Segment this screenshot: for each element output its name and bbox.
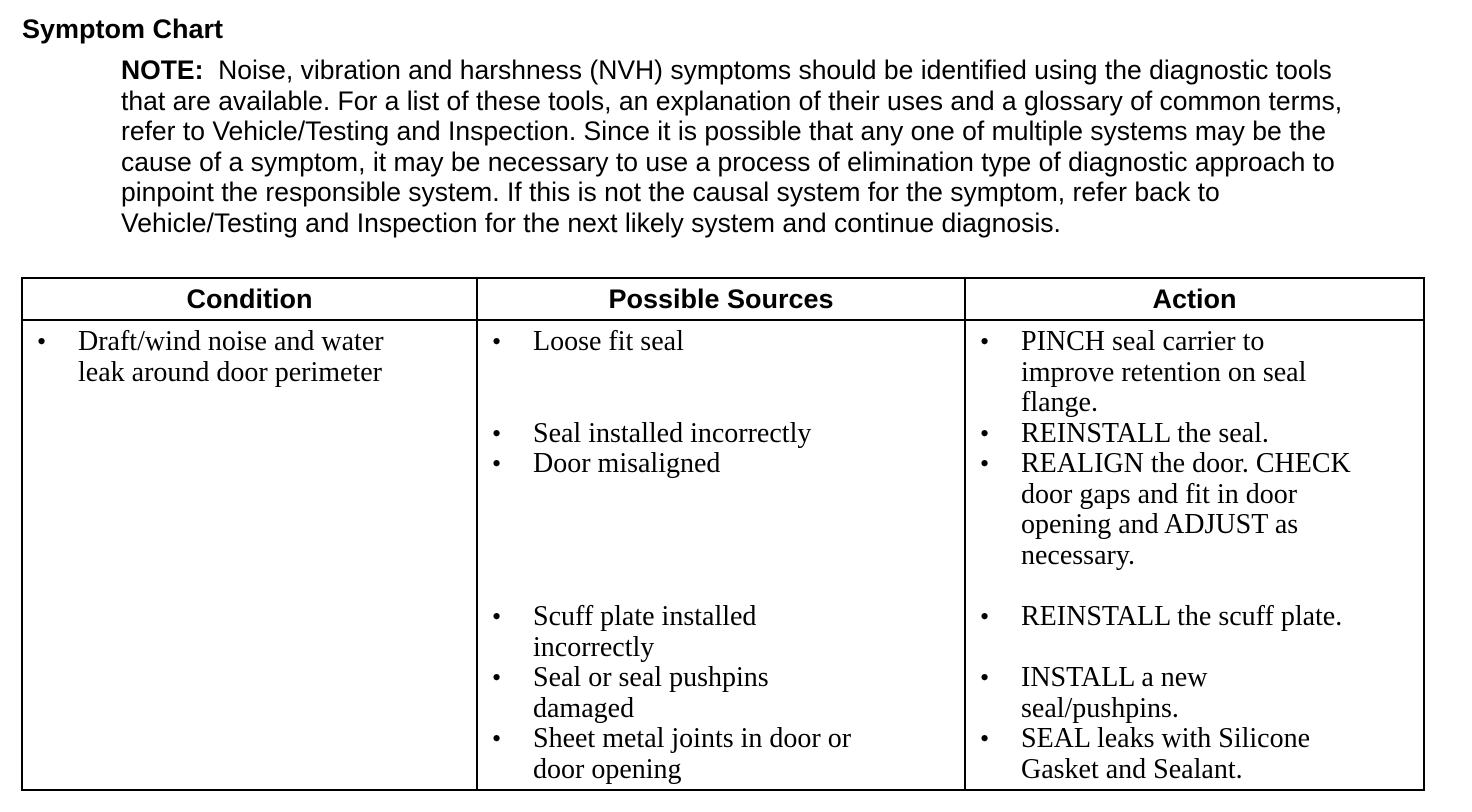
source-item — [478, 663, 964, 724]
action-line: flange. — [1021, 387, 1098, 418]
bullet: • — [492, 419, 502, 448]
header-possible-sources: Possible Sources — [477, 278, 965, 320]
action-line: PINCH seal carrier to — [1021, 326, 1265, 357]
source-item — [478, 724, 964, 785]
source-line: Seal installed incorrectly — [533, 418, 812, 449]
bullet: • — [980, 724, 990, 753]
action-item — [966, 724, 1423, 785]
page-title: Symptom Chart — [22, 14, 224, 44]
note-line: necessary to use a process of elimination type of diagnostic approach to pinpoint the — [121, 146, 1335, 207]
source-line: damaged — [533, 692, 635, 724]
bullet: • — [492, 449, 502, 478]
note-line — [121, 55, 1142, 85]
action-line: improve retention on seal — [1021, 356, 1307, 388]
action-line: INSTALL a new — [1021, 662, 1208, 693]
sources-cell — [477, 320, 965, 790]
bullet: • — [980, 327, 990, 356]
action-line: door gaps and fit in door — [1021, 478, 1298, 510]
bullet: • — [37, 327, 47, 356]
action-line: REINSTALL the seal. — [1021, 418, 1269, 449]
actions-cell — [965, 320, 1424, 790]
condition-cell — [22, 320, 477, 790]
action-line: SEAL leaks with Silicone — [1021, 723, 1311, 754]
note-line: Vehicle/Testing and Inspection for the next likely system and continue diagnosis. — [121, 207, 1061, 238]
note-line: responsible system. If this is not the causal system for the symptom, refer back to — [265, 177, 1220, 207]
source-line: Seal or seal pushpins — [533, 662, 769, 693]
bullet: • — [492, 327, 502, 356]
header-condition: Condition — [22, 278, 477, 320]
note-line: and a glossary of common terms, refer to Vehicle/Testing and Inspection. Since it is — [121, 85, 1343, 146]
action-line: necessary. — [1021, 539, 1136, 571]
source-item — [478, 449, 964, 480]
condition-line: Draft/wind noise and water — [78, 326, 384, 357]
bullet: • — [980, 663, 990, 692]
source-item — [478, 327, 964, 358]
bullet: • — [980, 419, 990, 448]
action-item — [966, 449, 1423, 571]
bullet: • — [492, 602, 502, 631]
bullet: • — [492, 663, 502, 692]
action-item — [966, 327, 1423, 419]
table-row — [22, 320, 1424, 790]
action-line: REALIGN the door. CHECK — [1021, 448, 1351, 479]
note-label: NOTE: — [121, 55, 204, 85]
action-item — [966, 419, 1423, 450]
bullet: • — [980, 602, 990, 631]
symptom-table — [21, 277, 1425, 791]
action-item — [966, 663, 1423, 724]
action-line: seal/pushpins. — [1021, 692, 1179, 724]
action-line: Gasket and Sealant. — [1021, 753, 1243, 785]
source-line: incorrectly — [533, 631, 655, 663]
action-line: opening and ADJUST as — [1021, 509, 1299, 540]
note-line: diagnostic tools that are available. For a list of these tools, an explanation of their uses — [121, 55, 1332, 116]
bullet: • — [980, 449, 990, 478]
note-paragraph — [121, 55, 1381, 238]
condition-line: leak around door perimeter — [78, 356, 382, 388]
source-line: Scuff plate installed — [533, 601, 757, 632]
source-line: Loose fit seal — [533, 326, 684, 357]
note-line-text: Noise, vibration and harshness (NVH) symptoms should be identified using the — [218, 55, 1142, 85]
source-line: Door misaligned — [533, 448, 721, 479]
bullet: • — [492, 724, 502, 753]
action-item — [966, 602, 1423, 633]
condition-item — [23, 327, 476, 388]
table-header-row — [22, 278, 1424, 320]
source-line: Sheet metal joints in door or — [533, 723, 852, 754]
header-action: Action — [965, 278, 1424, 320]
source-line: door opening — [533, 753, 682, 785]
source-item — [478, 602, 964, 663]
note-line: possible that any one of multiple systems may be the cause of a symptom, it may be — [121, 116, 1326, 177]
action-line: REINSTALL the scuff plate. — [1021, 601, 1343, 632]
source-item — [478, 419, 964, 450]
